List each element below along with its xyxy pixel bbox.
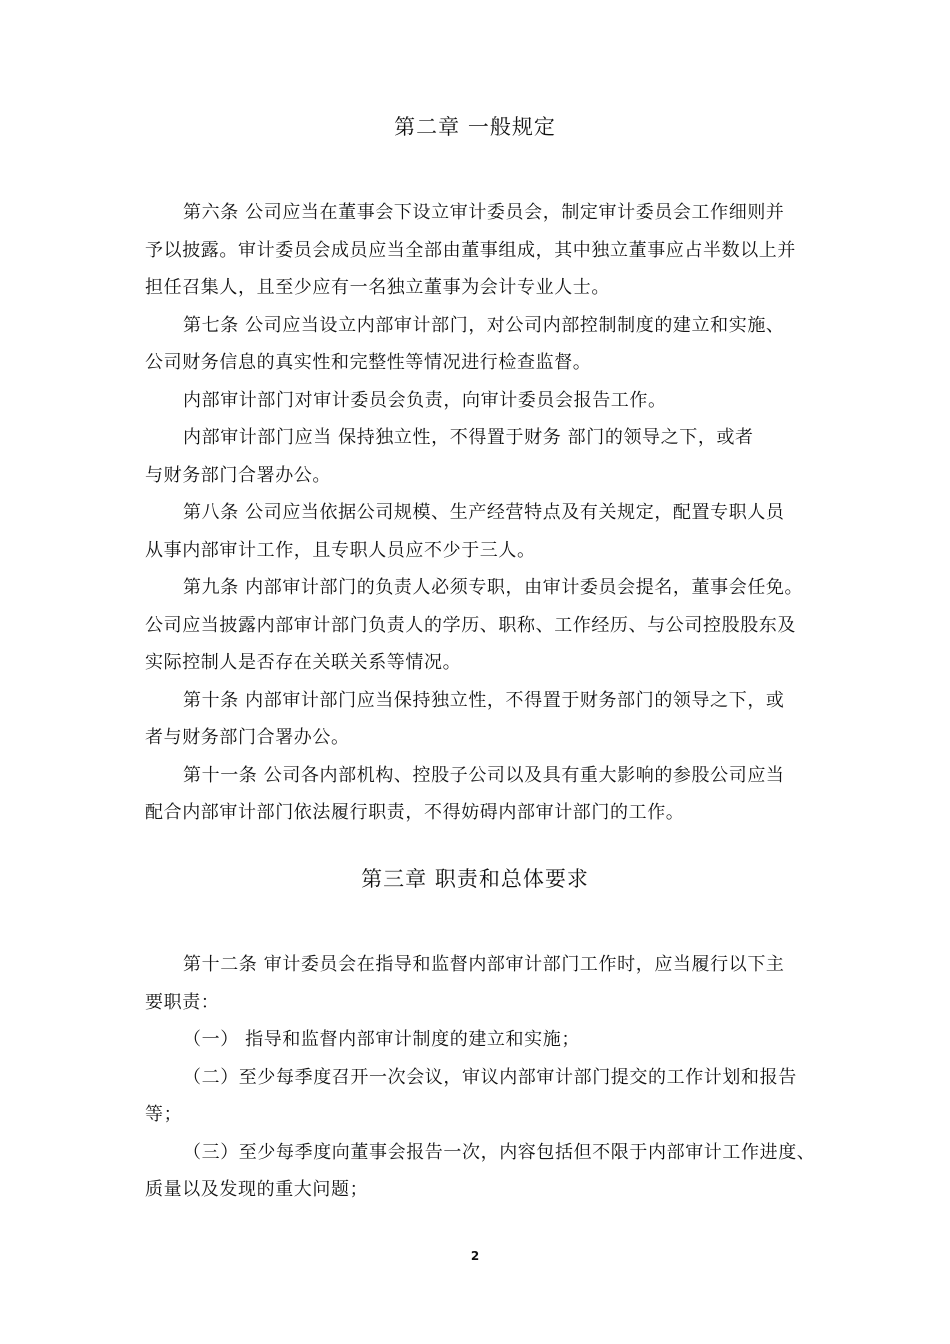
- article-6-line-1: 第六条 公司应当在董事会下设立审计委员会，制定审计委员会工作细则并: [183, 202, 785, 223]
- article-9-line-1: 第九条 内部审计部门的负责人必须专职，由审计委员会提名，董事会任免。: [183, 577, 804, 598]
- article-6-line-2: 予以披露。审计委员会成员应当全部由董事组成，其中独立董事应占半数以上并: [145, 240, 796, 261]
- article-7-paragraph-3-line-1: 内部审计部门应当 保持独立性，不得置于财务 部门的领导之下，或者: [183, 427, 754, 448]
- article-8-line-1: 第八条 公司应当依据公司规模、生产经营特点及有关规定，配置专职人员: [183, 502, 785, 523]
- article-7-line-1: 第七条 公司应当设立内部审计部门，对公司内部控制制度的建立和实施、: [183, 315, 785, 336]
- article-7-paragraph-2: 内部审计部门对审计委员会负责，向审计委员会报告工作。: [183, 390, 667, 411]
- article-8-line-2: 从事内部审计工作，且专职人员应不少于三人。: [145, 540, 536, 561]
- article-10-line-2: 者与财务部门合署办公。: [145, 727, 350, 748]
- chapter-2-heading: 第二章 一般规定: [394, 115, 556, 139]
- page-number: 2: [470, 1249, 480, 1263]
- list-item-1: （一） 指导和监督内部审计制度的建立和实施；: [183, 1029, 580, 1050]
- list-item-3-line-2: 质量以及发现的重大问题；: [145, 1179, 369, 1200]
- list-item-2-line-1: （二）至少每季度召开一次会议，审议内部审计部门提交的工作计划和报告: [183, 1067, 797, 1088]
- article-9-line-3: 实际控制人是否存在关联关系等情况。: [145, 652, 462, 673]
- article-12-line-2: 要职责：: [145, 992, 220, 1013]
- article-7-paragraph-3-line-2: 与财务部门合署办公。: [145, 465, 331, 486]
- list-item-3-line-1: （三）至少每季度向董事会报告一次，内容包括但不限于内部审计工作进度、: [183, 1142, 816, 1163]
- article-6-line-3: 担任召集人，且至少应有一名独立董事为会计专业人士。: [145, 277, 610, 298]
- article-11-line-1: 第十一条 公司各内部机构、控股子公司以及具有重大影响的参股公司应当: [183, 765, 785, 786]
- article-12-line-1: 第十二条 审计委员会在指导和监督内部审计部门工作时，应当履行以下主: [183, 954, 785, 975]
- chapter-3-heading: 第三章 职责和总体要求: [361, 867, 589, 891]
- article-7-line-2: 公司财务信息的真实性和完整性等情况进行检查监督。: [145, 352, 592, 373]
- article-10-line-1: 第十条 内部审计部门应当保持独立性，不得置于财务部门的领导之下，或: [183, 690, 785, 711]
- article-11-line-2: 配合内部审计部门依法履行职责，不得妨碍内部审计部门的工作。: [145, 802, 685, 823]
- list-item-2-line-2: 等；: [145, 1104, 183, 1125]
- article-9-line-2: 公司应当披露内部审计部门负责人的学历、职称、工作经历、与公司控股股东及: [145, 615, 796, 636]
